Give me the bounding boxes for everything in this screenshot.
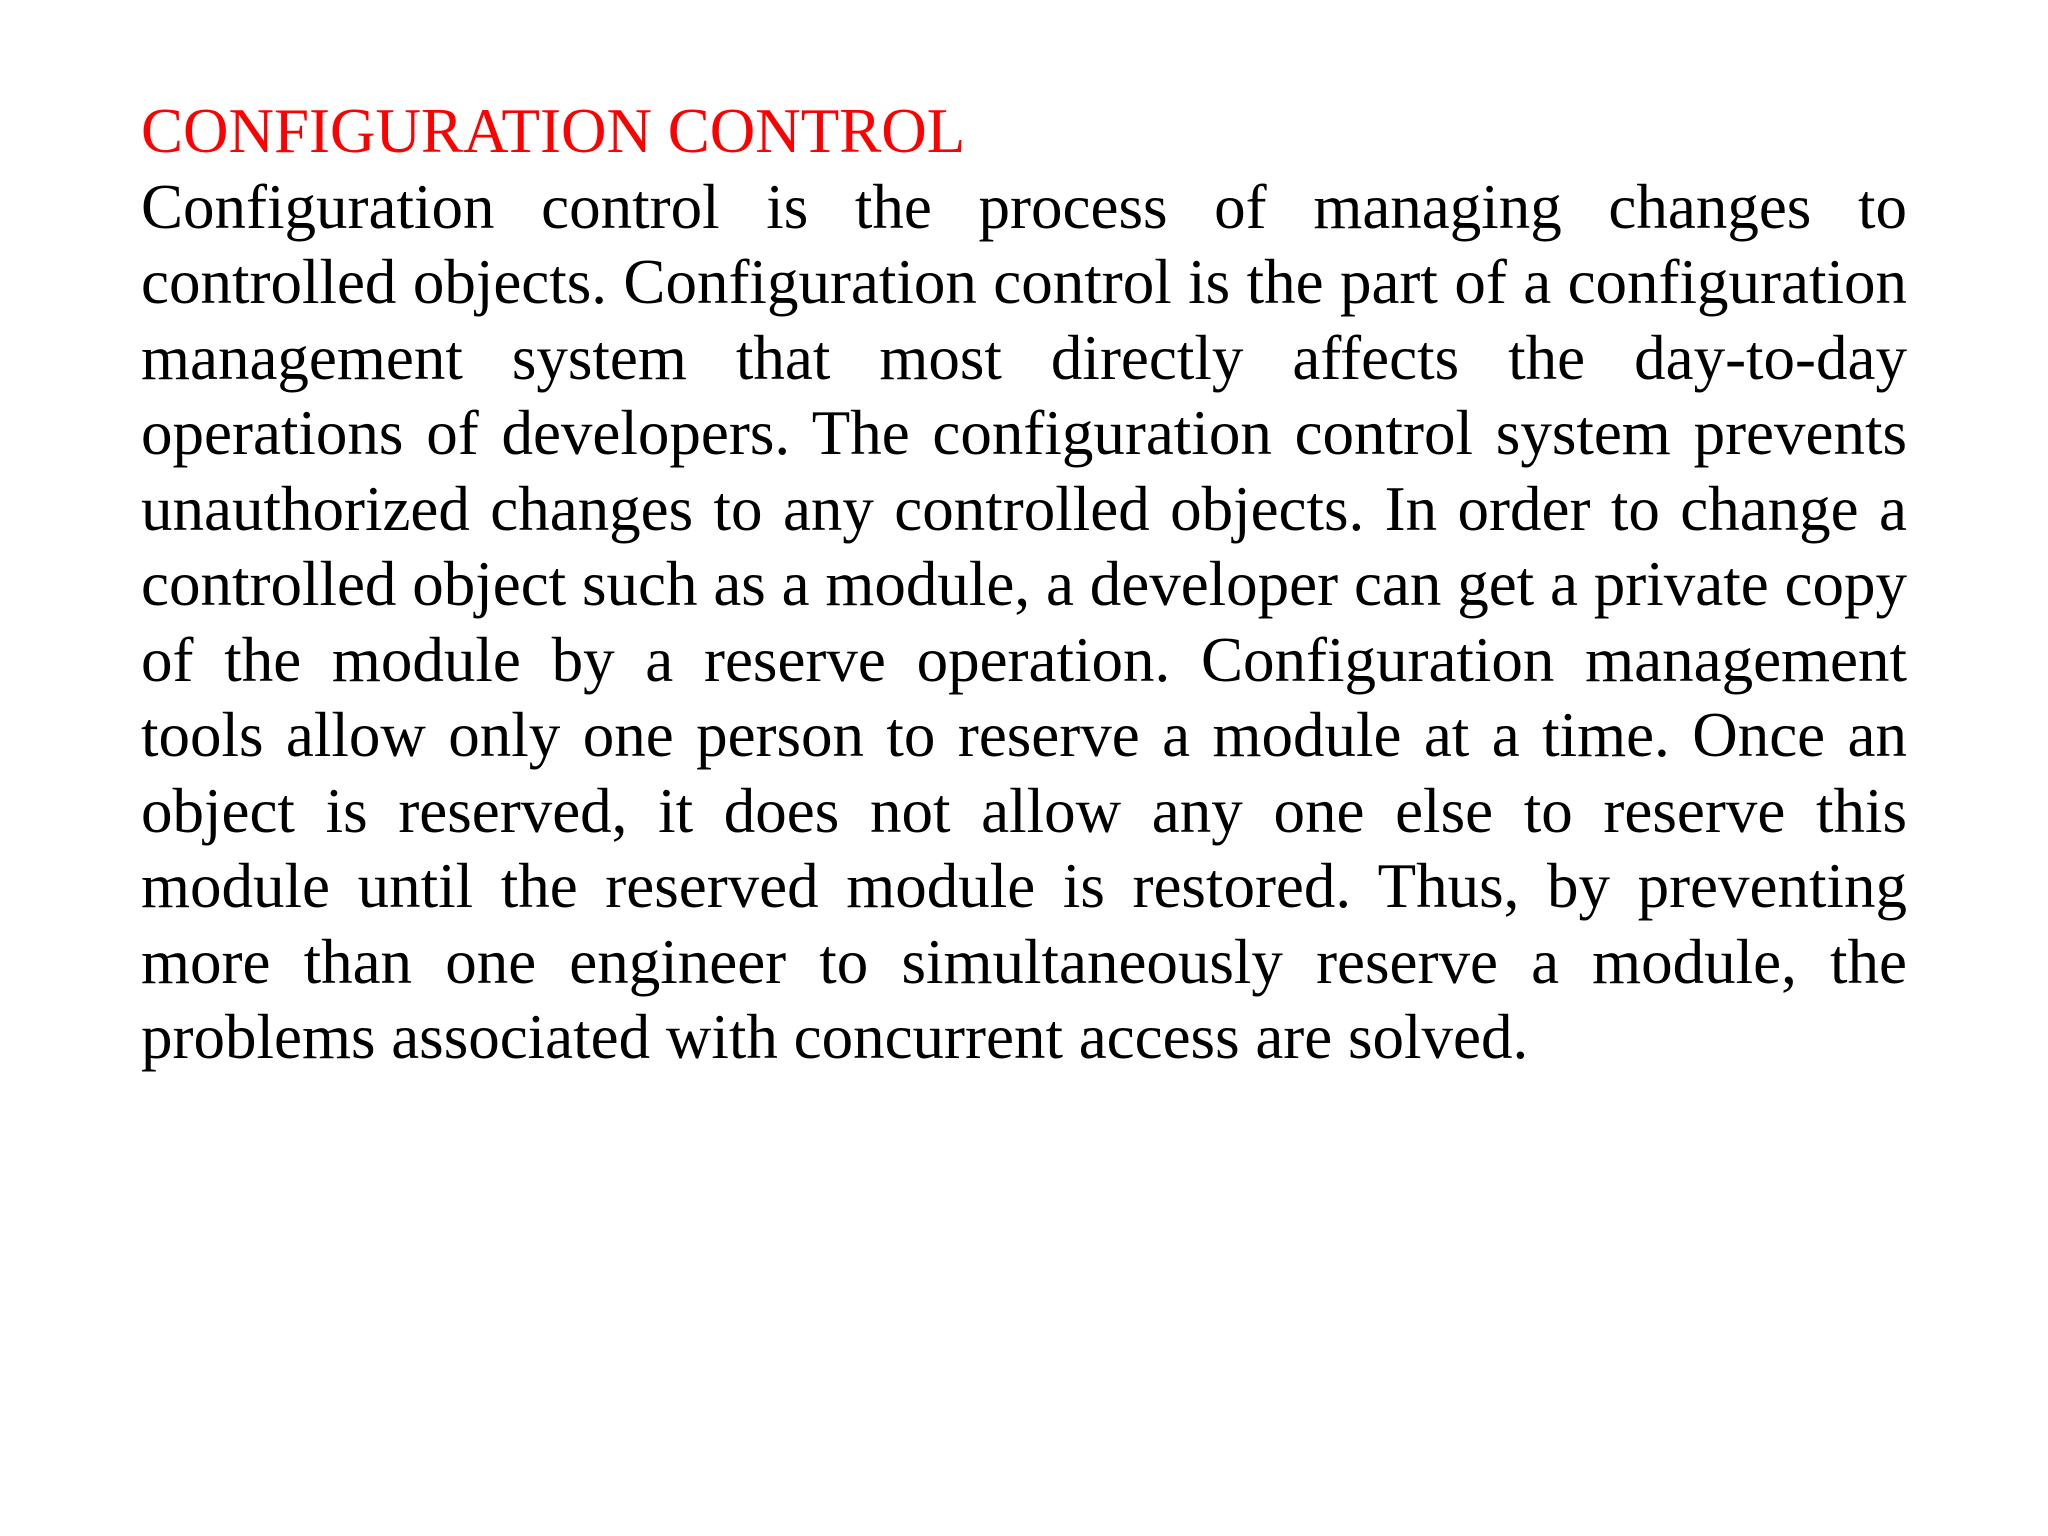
slide-title: CONFIGURATION CONTROL — [141, 96, 966, 166]
slide-body-text: Configuration control is the process of managing changes to controlled objects. Configuration control is the part of a configuration management system that most directly affects the day-to-day operations of developers. The configuration control system prevents unauthorized changes to any controlled objects. In order to change a controlled object such as a module, a developer can get a private copy of the module by a reserve operation. Configuration management tools allow only one person to reserve a module at a time. Once an object is reserved, it does not allow any one else to reserve this module until the reserved module is restored. Thus, by preventing more than one engineer to simultaneously reserve a module, the problems associated with concurrent access are solved. — [141, 171, 1907, 1072]
slide-content — [141, 94, 1907, 1076]
